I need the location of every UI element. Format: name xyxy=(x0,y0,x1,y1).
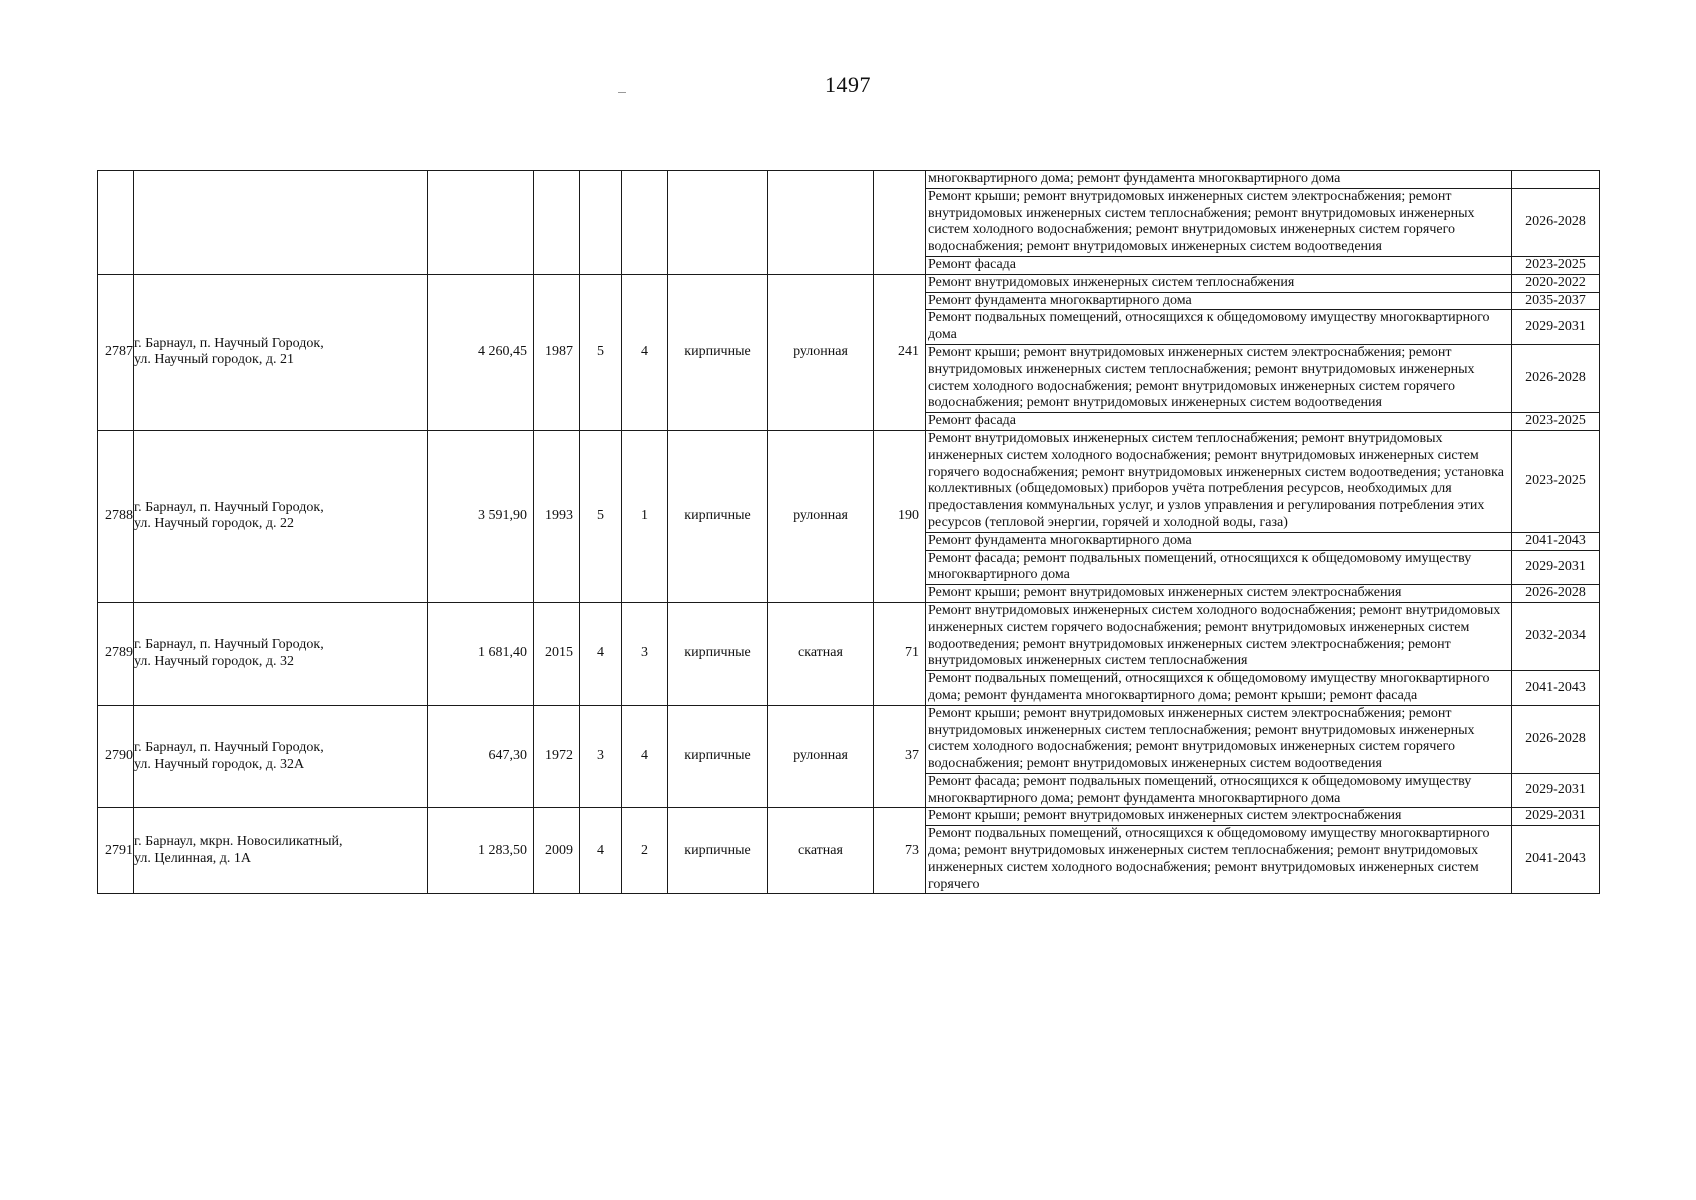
floors-cell: 4 xyxy=(580,602,622,705)
roof-type-cell xyxy=(768,171,874,275)
year-built-cell: 1972 xyxy=(534,705,580,808)
residents-cell: 241 xyxy=(874,274,926,430)
roof-type-cell: рулонная xyxy=(768,274,874,430)
scan-mark xyxy=(618,92,626,93)
repair-work-cell: Ремонт внутридомовых инженерных систем теплоснабжения; ремонт внутридомовых инженерных систем холодного водоснабжения; ремонт внутридомовых инженерных систем горячего водоснабжения; ремонт внутридомовых инженерных систем водоотведения; установка коллективных (общедомовых) приборов учёта потребления ресурсов, необходимых для предоставления коммунальных услуг, и узлов управления и регулирования потребления этих ресурсов (тепловой энергии, горячей и холодной воды, газа) xyxy=(926,430,1512,532)
repair-work-cell: Ремонт фасада xyxy=(926,256,1512,274)
roof-type-cell: скатная xyxy=(768,808,874,894)
repair-work-cell: Ремонт крыши; ремонт внутридомовых инженерных систем электроснабжения xyxy=(926,585,1512,603)
repair-period-cell: 2041-2043 xyxy=(1512,532,1600,550)
repair-period-cell: 2020-2022 xyxy=(1512,274,1600,292)
repair-period-cell: 2035-2037 xyxy=(1512,292,1600,310)
house-number-cell: 2788 xyxy=(98,430,134,602)
entrances-cell: 2 xyxy=(622,808,668,894)
entrances-cell: 3 xyxy=(622,602,668,705)
repair-work-cell: Ремонт внутридомовых инженерных систем холодного водоснабжения; ремонт внутридомовых инженерных систем горячего водоснабжения; ремонт внутридомовых инженерных систем водоотведения; ремонт внутридомовых инженерных систем электроснабжения; ремонт внутридомовых инженерных систем теплоснабжения xyxy=(926,602,1512,670)
address-cell xyxy=(134,171,428,275)
floors-cell: 5 xyxy=(580,430,622,602)
repair-period-cell: 2026-2028 xyxy=(1512,585,1600,603)
table-row xyxy=(98,602,1600,670)
repair-work-cell: Ремонт подвальных помещений, относящихся к общедомовому имуществу многоквартирного дома xyxy=(926,310,1512,345)
repair-period-cell: 2041-2043 xyxy=(1512,826,1600,894)
residents-cell: 190 xyxy=(874,430,926,602)
address-line-2: ул. Научный городок, д. 22 xyxy=(134,516,294,532)
entrances-cell: 4 xyxy=(622,705,668,808)
repair-period-cell: 2029-2031 xyxy=(1512,808,1600,826)
address-line-2: ул. Научный городок, д. 21 xyxy=(134,352,294,368)
repair-period-cell: 2029-2031 xyxy=(1512,310,1600,345)
address-line-1: г. Барнаул, мкрн. Новосиликатный, xyxy=(134,834,343,850)
house-number-cell: 2790 xyxy=(98,705,134,808)
entrances-cell xyxy=(622,171,668,275)
year-built-cell: 2009 xyxy=(534,808,580,894)
repair-work-cell: Ремонт фасада xyxy=(926,413,1512,431)
table-row xyxy=(98,808,1600,826)
address-cell xyxy=(134,430,428,602)
area-cell: 1 681,40 xyxy=(428,602,534,705)
roof-type-cell: скатная xyxy=(768,602,874,705)
address-line-1: г. Барнаул, п. Научный Городок, xyxy=(134,637,324,653)
repair-work-cell: Ремонт подвальных помещений, относящихся к общедомовому имуществу многоквартирного дома; ремонт фундамента многоквартирного дома; ремонт крыши; ремонт фасада xyxy=(926,671,1512,706)
year-built-cell xyxy=(534,171,580,275)
register-body xyxy=(98,171,1600,894)
entrances-cell: 4 xyxy=(622,274,668,430)
repair-period-cell: 2029-2031 xyxy=(1512,550,1600,585)
address-line-1: г. Барнаул, п. Научный Городок, xyxy=(134,739,324,755)
repair-period-cell: 2026-2028 xyxy=(1512,705,1600,773)
repair-period-cell: 2026-2028 xyxy=(1512,344,1600,412)
area-cell: 4 260,45 xyxy=(428,274,534,430)
address-line-2: ул. Целинная, д. 1А xyxy=(134,850,252,866)
repair-period-cell: 2023-2025 xyxy=(1512,256,1600,274)
repair-work-cell: Ремонт подвальных помещений, относящихся к общедомовому имуществу многоквартирного дома; ремонт внутридомовых инженерных систем теплоснабжения; ремонт внутридомовых инженерных систем холодного водоснабжения; ремонт внутридомовых инженерных систем горячего xyxy=(926,826,1512,894)
year-built-cell: 1987 xyxy=(534,274,580,430)
repair-work-cell: многоквартирного дома; ремонт фундамента многоквартирного дома xyxy=(926,171,1512,189)
wall-material-cell: кирпичные xyxy=(668,274,768,430)
wall-material-cell xyxy=(668,171,768,275)
wall-material-cell: кирпичные xyxy=(668,705,768,808)
address-cell xyxy=(134,274,428,430)
area-cell xyxy=(428,171,534,275)
repair-period-cell: 2023-2025 xyxy=(1512,413,1600,431)
address-line-1: г. Барнаул, п. Научный Городок, xyxy=(134,499,324,515)
house-number-cell: 2787 xyxy=(98,274,134,430)
repair-work-cell: Ремонт фундамента многоквартирного дома xyxy=(926,292,1512,310)
address-line-2: ул. Научный городок, д. 32А xyxy=(134,756,305,772)
wall-material-cell: кирпичные xyxy=(668,808,768,894)
housing-register-table xyxy=(97,170,1600,894)
repair-period-cell xyxy=(1512,171,1600,189)
area-cell: 1 283,50 xyxy=(428,808,534,894)
repair-work-cell: Ремонт фасада; ремонт подвальных помещений, относящихся к общедомовому имуществу многоквартирного дома; ремонт фундамента многоквартирного дома xyxy=(926,773,1512,808)
repair-work-cell: Ремонт крыши; ремонт внутридомовых инженерных систем электроснабжения xyxy=(926,808,1512,826)
floors-cell: 4 xyxy=(580,808,622,894)
house-number-cell xyxy=(98,171,134,275)
repair-work-cell: Ремонт фундамента многоквартирного дома xyxy=(926,532,1512,550)
address-cell xyxy=(134,602,428,705)
area-cell: 3 591,90 xyxy=(428,430,534,602)
address-line-2: ул. Научный городок, д. 32 xyxy=(134,653,294,669)
house-number-cell: 2789 xyxy=(98,602,134,705)
roof-type-cell: рулонная xyxy=(768,430,874,602)
page-number: 1497 xyxy=(825,72,871,97)
table-row xyxy=(98,171,1600,189)
roof-type-cell: рулонная xyxy=(768,705,874,808)
residents-cell: 71 xyxy=(874,602,926,705)
wall-material-cell: кирпичные xyxy=(668,602,768,705)
floors-cell xyxy=(580,171,622,275)
floors-cell: 5 xyxy=(580,274,622,430)
repair-work-cell: Ремонт крыши; ремонт внутридомовых инженерных систем электроснабжения; ремонт внутридомовых инженерных систем теплоснабжения; ремонт внутридомовых инженерных систем холодного водоснабжения; ремонт внутридомовых инженерных систем горячего водоснабжения; ремонт внутридомовых инженерных систем водоотведения xyxy=(926,188,1512,256)
year-built-cell: 1993 xyxy=(534,430,580,602)
table-row xyxy=(98,430,1600,532)
residents-cell xyxy=(874,171,926,275)
repair-period-cell: 2032-2034 xyxy=(1512,602,1600,670)
year-built-cell: 2015 xyxy=(534,602,580,705)
repair-period-cell: 2041-2043 xyxy=(1512,671,1600,706)
repair-work-cell: Ремонт внутридомовых инженерных систем теплоснабжения xyxy=(926,274,1512,292)
entrances-cell: 1 xyxy=(622,430,668,602)
repair-period-cell: 2023-2025 xyxy=(1512,430,1600,532)
repair-period-cell: 2029-2031 xyxy=(1512,773,1600,808)
table-row xyxy=(98,705,1600,773)
residents-cell: 73 xyxy=(874,808,926,894)
address-cell xyxy=(134,705,428,808)
repair-work-cell: Ремонт крыши; ремонт внутридомовых инженерных систем электроснабжения; ремонт внутридомовых инженерных систем теплоснабжения; ремонт внутридомовых инженерных систем холодного водоснабжения; ремонт внутридомовых инженерных систем горячего водоснабжения; ремонт внутридомовых инженерных систем водоотведения xyxy=(926,705,1512,773)
area-cell: 647,30 xyxy=(428,705,534,808)
floors-cell: 3 xyxy=(580,705,622,808)
table-row xyxy=(98,274,1600,292)
repair-work-cell: Ремонт крыши; ремонт внутридомовых инженерных систем электроснабжения; ремонт внутридомовых инженерных систем теплоснабжения; ремонт внутридомовых инженерных систем холодного водоснабжения; ремонт внутридомовых инженерных систем горячего водоснабжения; ремонт внутридомовых инженерных систем водоотведения xyxy=(926,344,1512,412)
repair-period-cell: 2026-2028 xyxy=(1512,188,1600,256)
residents-cell: 37 xyxy=(874,705,926,808)
repair-work-cell: Ремонт фасада; ремонт подвальных помещений, относящихся к общедомовому имуществу многоквартирного дома xyxy=(926,550,1512,585)
wall-material-cell: кирпичные xyxy=(668,430,768,602)
address-line-1: г. Барнаул, п. Научный Городок, xyxy=(134,335,324,351)
house-number-cell: 2791 xyxy=(98,808,134,894)
address-cell xyxy=(134,808,428,894)
